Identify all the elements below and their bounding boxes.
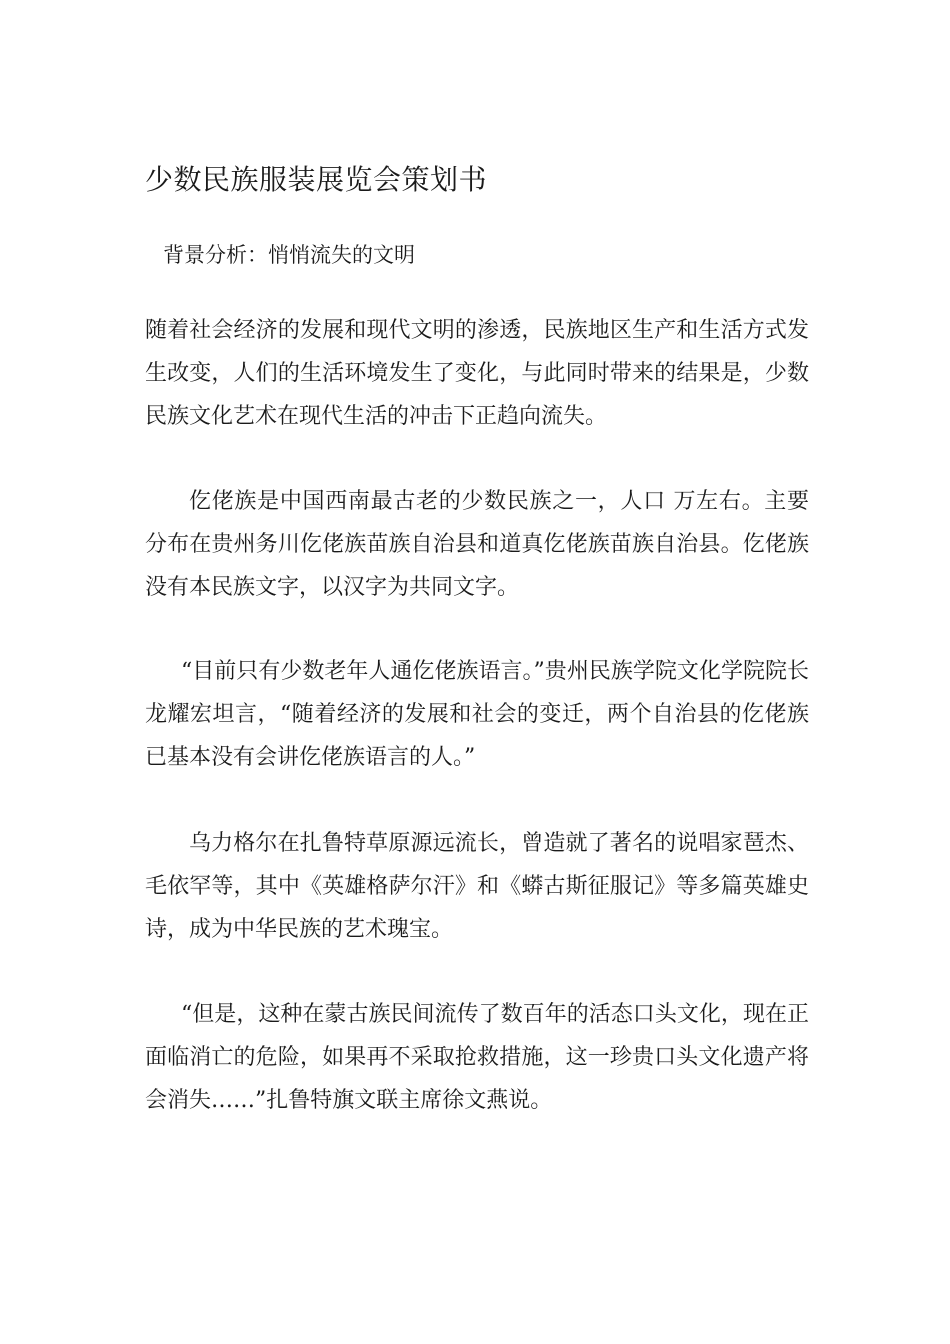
document-title: 少数民族服装展览会策划书 xyxy=(145,163,488,196)
paragraph-3: “目前只有少数老年人通仡佬族语言。”贵州民族学院文化学院院长龙耀宏坦言，“随着经济的发展和社会的变迁，两个自治县的仡佬族已基本没有会讲仡佬族语言的人。” xyxy=(145,659,809,770)
paragraph-1: 随着社会经济的发展和现代文明的渗透，民族地区生产和生活方式发生改变，人们的生活环境发生了变化，与此同时带来的结果是，少数民族文化艺术在现代生活的冲击下正趋向流失。 xyxy=(145,318,809,429)
section-heading: 背景分析：悄悄流失的文明 xyxy=(163,243,415,267)
paragraph-5: “但是，这种在蒙古族民间流传了数百年的活态口头文化，现在正面临消亡的危险，如果再不采取抢救措施，这一珍贵口头文化遗产将会消失……”扎鲁特旗文联主席徐文燕说。 xyxy=(145,1002,809,1113)
paragraph-4: 乌力格尔在扎鲁特草原源远流长，曾造就了著名的说唱家琶杰、毛依罕等，其中《英雄格萨尔汗》和《蟒古斯征服记》等多篇英雄史诗，成为中华民族的艺术瑰宝。 xyxy=(145,831,809,942)
paragraph-2: 仡佬族是中国西南最古老的少数民族之一，人口 万左右。主要分布在贵州务川仡佬族苗族自治县和道真仡佬族苗族自治县。仡佬族没有本民族文字，以汉字为共同文字。 xyxy=(145,489,809,600)
